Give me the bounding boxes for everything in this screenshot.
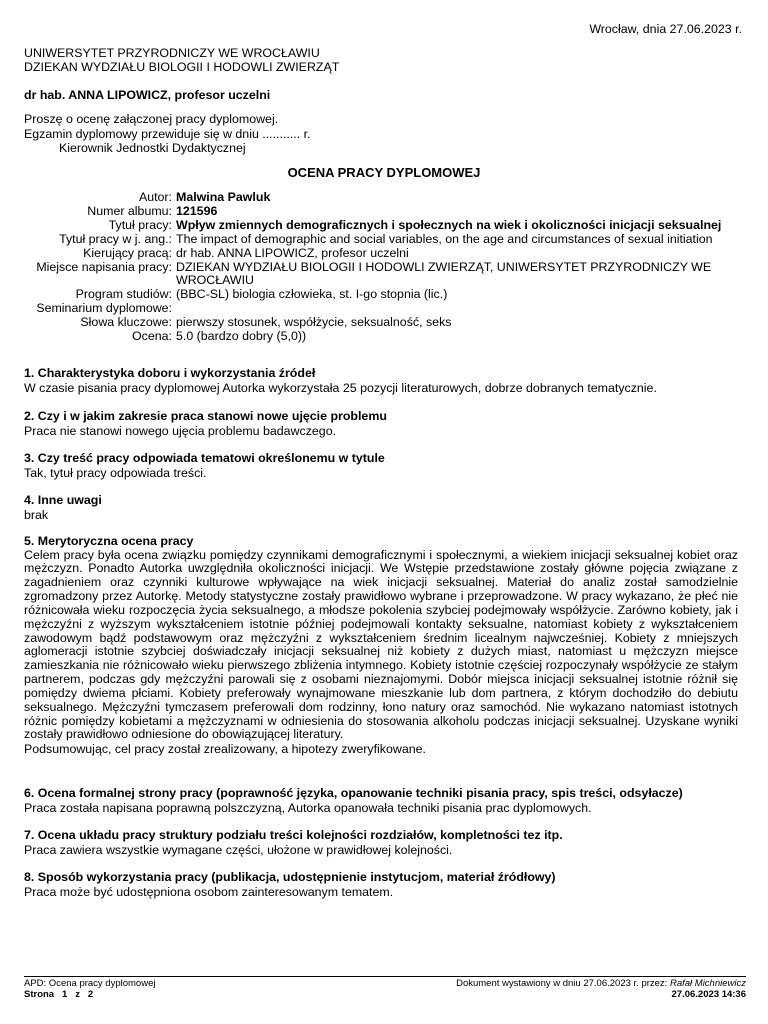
metadata-value: Wpływ zmiennych demograficznych i społecznych na wiek i okoliczności inicjacji seksualnej — [176, 218, 722, 232]
metadata-value: (BBC-SL) biologia człowieka, st. I-go stopnia (lic.) — [176, 287, 448, 301]
metadata-row — [24, 233, 750, 247]
footer-issued: Dokument wystawiony w dniu 27.06.2023 r. przez: Rafał Michniewicz — [456, 978, 746, 989]
faculty-dean: DZIEKAN WYDZIAŁU BIOLOGII I HODOWLI ZWIERZĄT — [24, 60, 340, 74]
request-block — [24, 112, 310, 156]
section-3 — [24, 451, 738, 480]
metadata-label: Autor: — [138, 190, 172, 204]
metadata-label: Kierujący pracą: — [83, 246, 172, 260]
metadata-row — [24, 191, 750, 205]
metadata-value — [176, 302, 750, 316]
metadata-label: Miejsce napisania pracy: — [36, 260, 172, 274]
footer-page-number: Strona 1 z 2 — [24, 989, 94, 1000]
metadata-value: Malwina Pawluk — [176, 190, 271, 204]
section-1 — [24, 366, 738, 395]
metadata-label: Ocena: — [132, 329, 172, 343]
section-7 — [24, 828, 738, 857]
page-footer — [24, 976, 746, 1000]
institution-block — [24, 46, 339, 74]
university-name: UNIWERSYTET PRZYRODNICZY WE WROCŁAWIU — [24, 46, 320, 60]
metadata-value: pierwszy stosunek, współżycie, seksualność, seks — [176, 315, 452, 329]
metadata-row — [24, 205, 750, 219]
section-2 — [24, 409, 738, 438]
metadata-value: 5.0 (bardzo dobry (5,0)) — [176, 329, 307, 343]
metadata-label: Tytuł pracy: — [108, 218, 172, 232]
section-6 — [24, 786, 738, 815]
section-text: Tak, tytuł pracy odpowiada treści. — [24, 465, 207, 480]
section-heading: 5. Merytoryczna ocena pracy — [24, 534, 194, 548]
metadata-row — [24, 288, 750, 302]
section-5 — [24, 534, 738, 756]
metadata-label: Słowa kluczowe: — [80, 315, 172, 329]
section-summary: Podsumowując, cel pracy został zrealizowany, a hipotezy zweryfikowane. — [24, 742, 426, 757]
addressee: dr hab. ANNA LIPOWICZ, profesor uczelni — [24, 88, 271, 102]
metadata-label: Program studiów: — [75, 287, 172, 301]
section-text: Praca została napisana poprawną polszczyzną, Autorka opanowała techniki pisania prac dyplomowych. — [24, 800, 592, 815]
section-text: Praca zawiera wszystkie wymagane części, ułożone w prawidłowej kolejności. — [24, 842, 453, 857]
metadata-value: DZIEKAN WYDZIAŁU BIOLOGII I HODOWLI ZWIERZĄT, UNIWERSYTET PRZYRODNICZY WE WROCŁAWIU — [176, 260, 712, 287]
section-text: Praca może być udostępniona osobom zainteresowanym tematem. — [24, 884, 394, 899]
request-line: Proszę o ocenę załączonej pracy dyplomowej. — [24, 112, 279, 126]
section-heading: 3. Czy treść pracy odpowiada tematowi określonemu w tytule — [24, 451, 385, 465]
metadata-row — [24, 302, 750, 316]
footer-timestamp: 27.06.2023 14:36 — [671, 989, 746, 1000]
section-heading: 4. Inne uwagi — [24, 493, 102, 507]
section-text: Praca nie stanowi nowego ujęcia problemu badawczego. — [24, 423, 337, 438]
footer-issuer: Rafał Michniewicz — [669, 978, 746, 989]
document-date: Wrocław, dnia 27.06.2023 r. — [589, 22, 742, 36]
section-heading: 2. Czy i w jakim zakresie praca stanowi nowe ujęcie problemu — [24, 409, 387, 423]
footer-doc-name: APD: Ocena pracy dyplomowej — [24, 978, 156, 989]
thesis-metadata — [24, 191, 750, 344]
metadata-row — [24, 247, 750, 261]
metadata-row — [24, 261, 750, 288]
document-title: OCENA PRACY DYPLOMOWEJ — [287, 165, 481, 180]
section-text: W czasie pisania pracy dyplomowej Autorka wykorzystała 25 pozycji literaturowych, dobrze dobranych tematycznie. — [24, 380, 657, 395]
section-heading: 6. Ocena formalnej strony pracy (poprawność języka, opanowanie techniki pisania pracy, spis treści, odsyłacze) — [24, 786, 683, 800]
metadata-row — [24, 316, 750, 330]
metadata-row — [24, 219, 750, 233]
metadata-value: The impact of demographic and social variables, on the age and circumstances of sexual initiation — [176, 232, 713, 246]
unit-head-line: Kierownik Jednostki Dydaktycznej — [59, 141, 246, 155]
metadata-value: 121596 — [176, 204, 218, 218]
metadata-row — [24, 330, 750, 344]
metadata-label: Tytuł pracy w j. ang.: — [59, 232, 172, 246]
exam-date-line: Egzamin dyplomowy przewiduje się w dniu ........... r. — [24, 126, 311, 141]
metadata-value: dr hab. ANNA LIPOWICZ, profesor uczelni — [176, 246, 409, 260]
section-heading: 8. Sposób wykorzystania pracy (publikacja, udostępnienie instytucjom, materiał źródłowy) — [24, 870, 556, 884]
section-text: Celem pracy była ocena związku pomiędzy czynnikami demograficznymi i społecznymi, a wiekiem inicjacji seksualnej kobiet oraz mężczyzn. Ponadto Autorka uwzględniła okoliczności inicjacji. We Wstępie przedstawione zostały główne pojęcia związane z zagadnieniem oraz czynniki kulturowe wpływające na wiek inicjacji seksualnej. Materiał do analiz został samodzielnie zgromadzony przez Autorkę. Metody statystyczne zostały prawidłowo wybrane i przeprowadzone. W pracy wykazano, że płeć nie różnicowała wieku rozpoczęcia życia seksualnego, a młodsze pokolenia szybciej podejmowały współżycie. Zarówno kobiety, jak i mężczyźni z wyższym wykształceniem istotnie później podejmowali kontakty seksualne, natomiast kobiety z wykształceniem zawodowym bądź podstawowym oraz mężczyźni z wykształceniem średnim licealnym najwcześniej. Kobiety z mniejszych aglomeracji istotnie szybciej doświadczały inicjacji seksualnej niż kobiety z dużych miast, natomiast u mężczyzn miejsce zamieszkania nie różnicowało wieku pierwszego zbliżenia intymnego. Kobiety istotnie częściej rozpoczynały współżycie ze stałym partnerem, podczas gdy mężczyźni parowali się z osobami nieznajomymi. Dobór miejsca inicjacji seksualnej istotnie różnił się pomiędzy dwiema płciami. Kobiety preferowały wynajmowane mieszkanie lub dom partnera, z którym dochodziło do debiutu seksualnego. Mężczyźni tymczasem preferowali dom rodzinny, łono natury oraz samochód. Nie wykazano natomiast istotnych różnic pomiędzy kobietami a mężczyznami w odniesienia do stosowania alkoholu podczas inicjacji seksualnej. Uzyskane wyniki zostały prawidłowo odniesione do obowiązującej literatury. — [24, 547, 738, 742]
metadata-label: Numer albumu: — [87, 204, 172, 218]
section-8 — [24, 870, 738, 899]
section-heading: 1. Charakterystyka doboru i wykorzystania źródeł — [24, 366, 316, 380]
section-text: brak — [24, 507, 49, 522]
metadata-label: Seminarium dyplomowe: — [36, 301, 172, 315]
section-4 — [24, 493, 738, 522]
section-heading: 7. Ocena układu pracy struktury podziału treści kolejności rozdziałów, kompletności tez itp. — [24, 828, 563, 842]
